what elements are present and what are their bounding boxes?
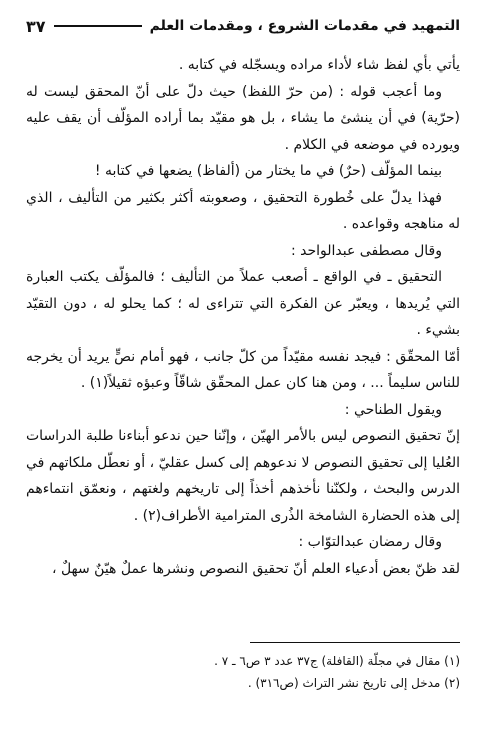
running-header (26, 14, 460, 38)
paragraph: ويقول الطناحي : (344, 401, 442, 418)
footnote-rule (250, 642, 460, 643)
body-text (26, 52, 460, 582)
paragraph: بينما المؤلّف (حرٌ) في ما يختار من (ألفاظ) يضعها في كتابه ! (94, 163, 442, 179)
header-rule (54, 25, 142, 27)
paragraph: يأتي بأي لفظ شاء لأداء مراده ويسجّله في كتابه . (178, 57, 460, 73)
quote-paragraph: التحقيق ـ في الواقع ـ أصعب عملاً من التأليف ؛ فالمؤلّف يكتب العبارة التي يُريدها ، ويعبّر عن الفكرة التي تتراءى له ؛ كما يحلو له ، دون التقيّد بشيء . (26, 269, 460, 338)
paragraph: وقال رمضان عبدالتوّاب : (298, 534, 442, 550)
page-number: ٣٧ (26, 16, 46, 36)
paragraph: وما أعجب قوله : (من حرّ اللفظ) حيث دلّ على أنّ المحقق ليست له (حرّية) في أن ينشئ ما يشاء ، بل هو مقيّد بما أراده المؤلّف أن يقف عليه ويورده في موضعه في الكلام . (26, 83, 460, 153)
quote-paragraph: أمّا المحقّق : فيجد نفسه مقيّداً من كلّ جانب ، فهو أمام نصٍّ يريد أن يخرجه للناس سليماً ... ، ومن هنا كان عمل المحقّق شاقّاً وعبؤه ثقيلاً(١) . (26, 348, 460, 391)
footnote: (١) مقال في مجلّة (القافلة) ج٣٧ عدد ٣ ص٦ ـ ٧ . (214, 654, 460, 668)
quote-paragraph: إنّ تحقيق النصوص ليس بالأمر الهيّن ، وإنّنا حين ندعو أبناءنا طلبة الدراسات العُليا إلى تحقيق النصوص لا ندعوهم إلى كسل عقليّ ، أو نعطّل ملكاتهم في الدرس والبحث ، ولكنّنا نأخذهم أخذاً إلى تاريخهم ولغتهم ، ونعمّق انتماءهم إلى هذه الحضارة الشامخة الذُرى المترامية الأطراف(٢) . (26, 428, 460, 524)
footnotes (26, 650, 460, 694)
quote-paragraph: لقد ظنّ بعض أدعياء العلم أنّ تحقيق النصوص ونشرها عملٌ هيّنٌ سهلٌ ، (51, 560, 460, 577)
footnote: (٢) مدخل إلى تاريخ نشر التراث (ص٣١٦) . (247, 676, 460, 690)
paragraph: وقال مصطفى عبدالواحد : (290, 242, 442, 259)
running-title: التمهيد في مقدمات الشروع ، ومقدمات العلم (149, 18, 460, 34)
paragraph: فهذا يدلّ على خُطورة التحقيق ، وصعوبته أكثر بكثير من التأليف ، الذي له مناهجه وقواعده . (26, 189, 460, 232)
